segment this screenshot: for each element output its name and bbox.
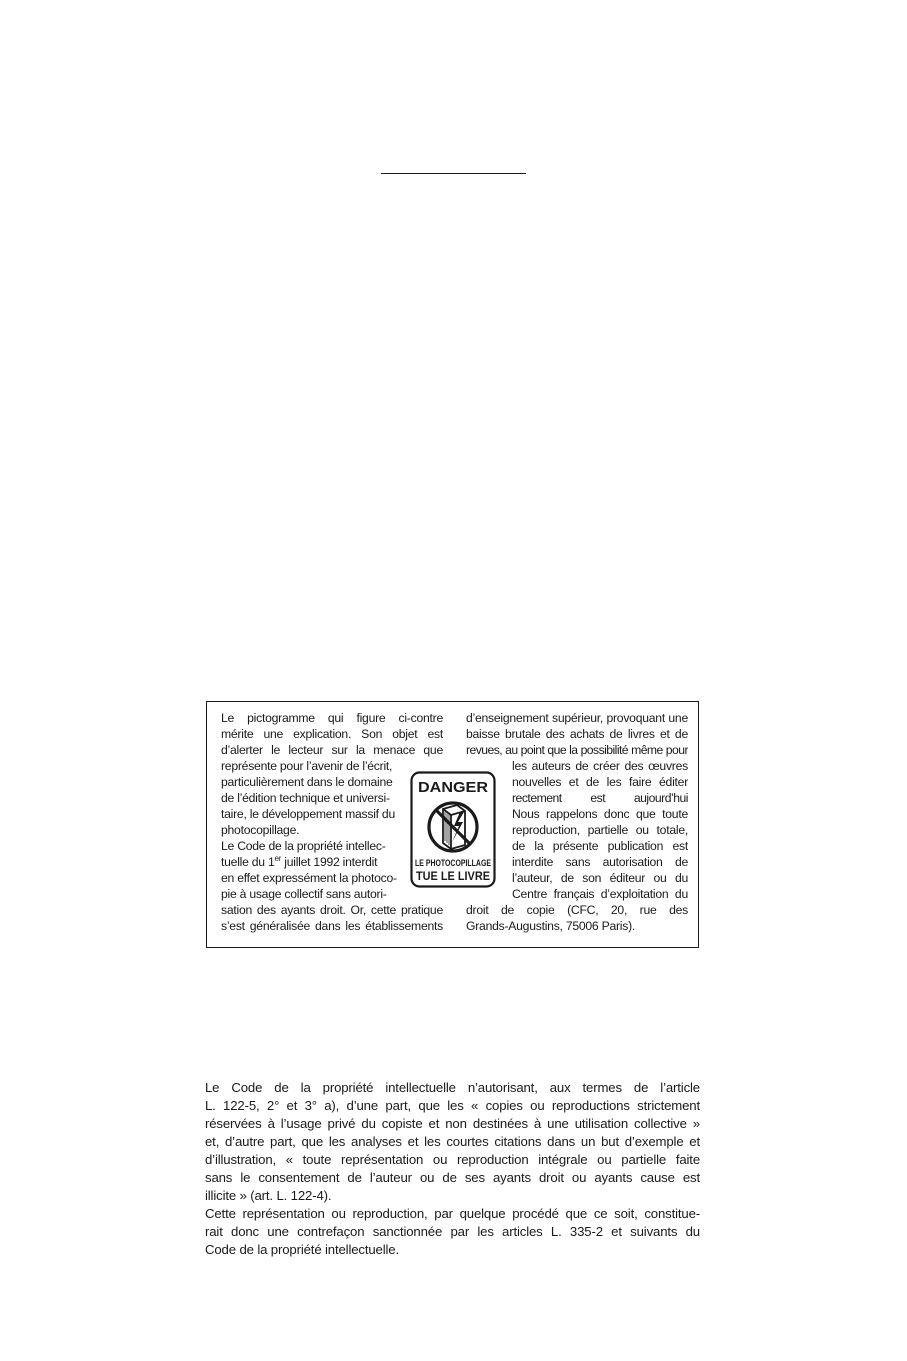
notice-right-line: baisse brutale des achats de livres et de bbox=[466, 727, 688, 741]
notice-left-line-start: tuelle du 1 bbox=[221, 855, 275, 869]
logo-bottom-text-2: TUE LE LIVRE bbox=[416, 869, 490, 883]
notice-left-line: photocopillage. bbox=[221, 823, 300, 837]
legal-line: Le Code de la propriété intellectuelle n’autorisant, aux termes de l’article bbox=[205, 1080, 700, 1095]
notice-left-line-end: juillet 1992 interdit bbox=[281, 855, 378, 869]
notice-left-line: en effet expressément la photoco- bbox=[221, 871, 397, 885]
logo-bottom-text-1: LE PHOTOCOPILLAGE bbox=[415, 858, 491, 869]
legal-line: illicite » (art. L. 122-4). bbox=[205, 1188, 332, 1203]
notice-right-line: interdite sans autorisation de bbox=[512, 855, 688, 869]
notice-right-line: droit de copie (CFC, 20, rue des bbox=[466, 903, 688, 917]
notice-right-line: Nous rappelons donc que toute bbox=[512, 807, 688, 821]
notice-left-line: représente pour l’avenir de l’écrit, bbox=[221, 759, 393, 773]
notice-left-line: d’alerter le lecteur sur la menace que bbox=[221, 743, 443, 757]
notice-left-line: sation des ayants droit. Or, cette pratique bbox=[221, 903, 443, 917]
legal-line: Code de la propriété intellectuelle. bbox=[205, 1242, 400, 1257]
notice-left-line: pie à usage collectif sans autori- bbox=[221, 887, 387, 901]
legal-line: rait donc une contrefaçon sanctionnée par les articles L. 335-2 et suivants du bbox=[205, 1224, 700, 1239]
notice-right-line: revues, au point que la possibilité même pour bbox=[466, 743, 688, 757]
danger-photocopillage-logo bbox=[410, 771, 496, 888]
notice-right-line: de la présente publication est bbox=[512, 839, 688, 853]
legal-line: et, d’autre part, que les analyses et les courtes citations dans un but d’exemple et bbox=[205, 1134, 700, 1149]
notice-right-line: l’auteur, de son éditeur ou du bbox=[512, 871, 688, 885]
notice-left-line: Le Code de la propriété intellec- bbox=[221, 839, 386, 853]
notice-right-line: reproduction, partielle ou totale, bbox=[512, 823, 688, 837]
notice-right-line: Centre français d’exploitation du bbox=[512, 887, 688, 901]
notice-left-line-with-superscript bbox=[221, 854, 377, 870]
logo-top-text: DANGER bbox=[418, 779, 489, 796]
legal-line: L. 122-5, 2° et 3° a), d’une part, que les « copies ou reproductions strictement bbox=[205, 1098, 700, 1113]
title-separator-rule bbox=[381, 173, 526, 174]
notice-right-line: Grands-Augustins, 75006 Paris). bbox=[466, 919, 636, 933]
notice-left-line: s’est généralisée dans les établissements bbox=[221, 919, 443, 933]
notice-right-line: nouvelles et de les faire éditer bbox=[512, 775, 688, 789]
legal-line: d’illustration, « toute représentation ou reproduction intégrale ou partielle faite bbox=[205, 1152, 700, 1167]
notice-right-line: les auteurs de créer des œuvres bbox=[512, 759, 688, 773]
legal-line: sans le consentement de l’auteur ou de ses ayants droit ou ayants cause est bbox=[205, 1170, 700, 1185]
notice-right-line: d’enseignement supérieur, provoquant une bbox=[466, 711, 688, 725]
notice-left-line: Le pictogramme qui figure ci-contre bbox=[221, 711, 443, 725]
legal-line: Cette représentation ou reproduction, par quelque procédé que ce soit, constitue- bbox=[205, 1206, 700, 1221]
notice-right-line: rectement est aujourd’hui bbox=[512, 791, 688, 805]
legal-line: réservées à l’usage privé du copiste et non destinées à une utilisation collective » bbox=[205, 1116, 700, 1131]
notice-left-line: de l’édition technique et universi- bbox=[221, 791, 390, 805]
notice-left-line: mérite une explication. Son objet est bbox=[221, 727, 443, 741]
notice-left-line: particulièrement dans le domaine bbox=[221, 775, 393, 789]
notice-left-line: taire, le développement massif du bbox=[221, 807, 395, 821]
ordinal-superscript: er bbox=[274, 853, 282, 863]
